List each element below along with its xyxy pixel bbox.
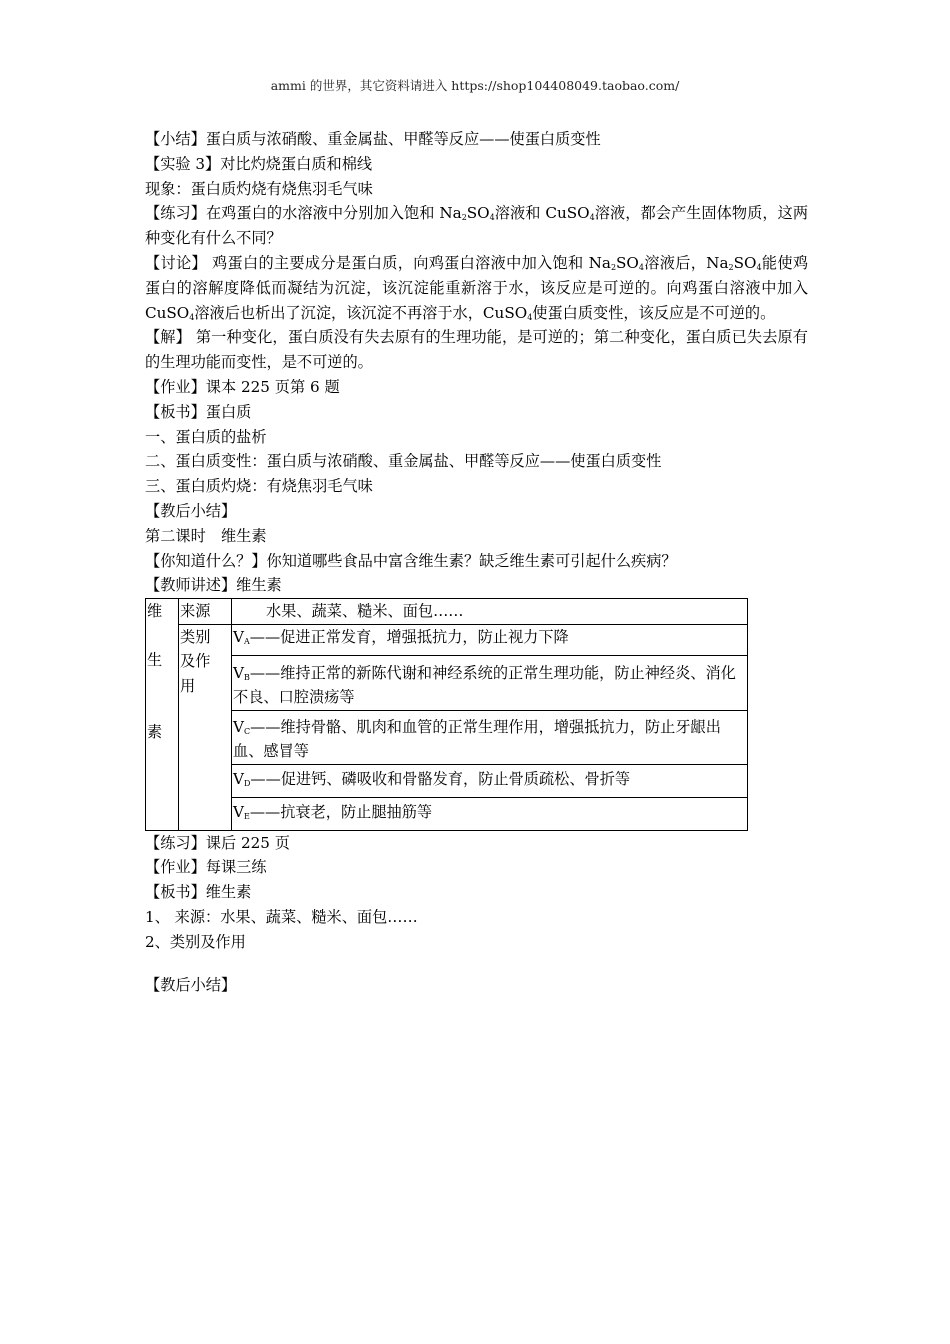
- exercise-paragraph: 【练习】在鸡蛋白的水溶液中分别加入饱和 $Na_2SO_4$溶液和 CuSO$_4$溶液，都会产生固体物质，这两种变化有什么不同？: [145, 204, 809, 248]
- reflection-heading: 【教后小结】: [145, 501, 237, 520]
- type-label: 类别 及作 用: [179, 624, 232, 830]
- vitamin-row-d: $V_D——$促进钙、磷吸收和骨骼发育，防止骨质疏松、骨折等: [232, 764, 748, 797]
- source-label: 来源: [179, 599, 232, 625]
- phenomenon-line: 现象：蛋白质灼烧有烧焦羽毛气味: [145, 179, 373, 198]
- board-item-2: 二、蛋白质变性：蛋白质与浓硝酸、重金属盐、甲醛等反应——使蛋白质变性: [145, 452, 662, 471]
- board-heading: 【板书】蛋白质: [145, 402, 252, 421]
- board-item-1: 一、蛋白质的盐析: [145, 427, 267, 446]
- homework-line: 【作业】课本 225 页第 6 题: [145, 377, 340, 396]
- teacher-lecture-line: 【教师讲述】维生素: [145, 576, 282, 595]
- board-two-item-1: 1、 来源：水果、蔬菜、糙米、面包……: [145, 908, 418, 927]
- vitamin-row-e: $V_E——$抗衰老，防止腿抽筋等: [232, 797, 748, 830]
- discussion-paragraph: 【讨论】 鸡蛋白的主要成分是蛋白质，向鸡蛋白溶液中加入饱和 $Na_2SO_4$溶液后，$Na_2SO_4$能使鸡蛋白的溶解度降低而凝结为沉淀，该沉淀能重新溶于水，该反应是可逆的。向鸡蛋白溶液中加入 CuSO$_4$溶液后也析出了沉淀，该沉淀不再溶于水，CuSO$_4$使蛋白质变性，该反应是不可逆的。: [145, 253, 809, 322]
- vitamin-row-a: $V_A——$促进正常发育，增强抵抗力，防止视力下降: [232, 624, 748, 655]
- vitamin-row-c: $V_C——$维持骨骼、肌肉和血管的正常生理作用，增强抵抗力，防止牙龈出血、感冒等: [232, 710, 748, 764]
- board-two-heading: 【板书】维生素: [145, 883, 252, 902]
- do-you-know-line: 【你知道什么？】你知道哪些食品中富含维生素？缺乏维生素可引起什么疾病？: [145, 551, 677, 570]
- board-item-3: 三、蛋白质灼烧：有烧焦羽毛气味: [145, 477, 373, 496]
- summary-line: 【小结】蛋白质与浓硝酸、重金属盐、甲醛等反应——使蛋白质变性: [145, 130, 601, 148]
- page-header: ammi 的世界，其它资料请进入 https://shop104408049.taobao.com/: [270, 78, 680, 93]
- document-body: [145, 127, 808, 997]
- vitamin-column-label: 维 生 素: [146, 599, 179, 831]
- board-two-item-2: 2、类别及作用: [145, 932, 246, 951]
- homework-two-line: 【作业】每课三练: [145, 858, 267, 877]
- exercise-two-line: 【练习】课后 225 页: [145, 833, 290, 852]
- answer-paragraph: 【解】 第一种变化，蛋白质没有失去原有的生理功能，是可逆的；第二种变化，蛋白质已失去原有的生理功能而变性，是不可逆的。: [145, 328, 808, 372]
- source-value: 水果、蔬菜、糙米、面包……: [232, 599, 748, 625]
- lesson-two-title: 第二课时 维生素: [145, 526, 267, 545]
- vitamin-row-b: $V_B——$维持正常的新陈代谢和神经系统的正常生理功能，防止神经炎、消化不良、口腔溃疡等: [232, 655, 748, 710]
- reflection-two-heading: 【教后小结】: [145, 975, 237, 994]
- vitamin-table: [145, 598, 748, 831]
- experiment-line: 【实验 3】对比灼烧蛋白质和棉线: [145, 154, 373, 173]
